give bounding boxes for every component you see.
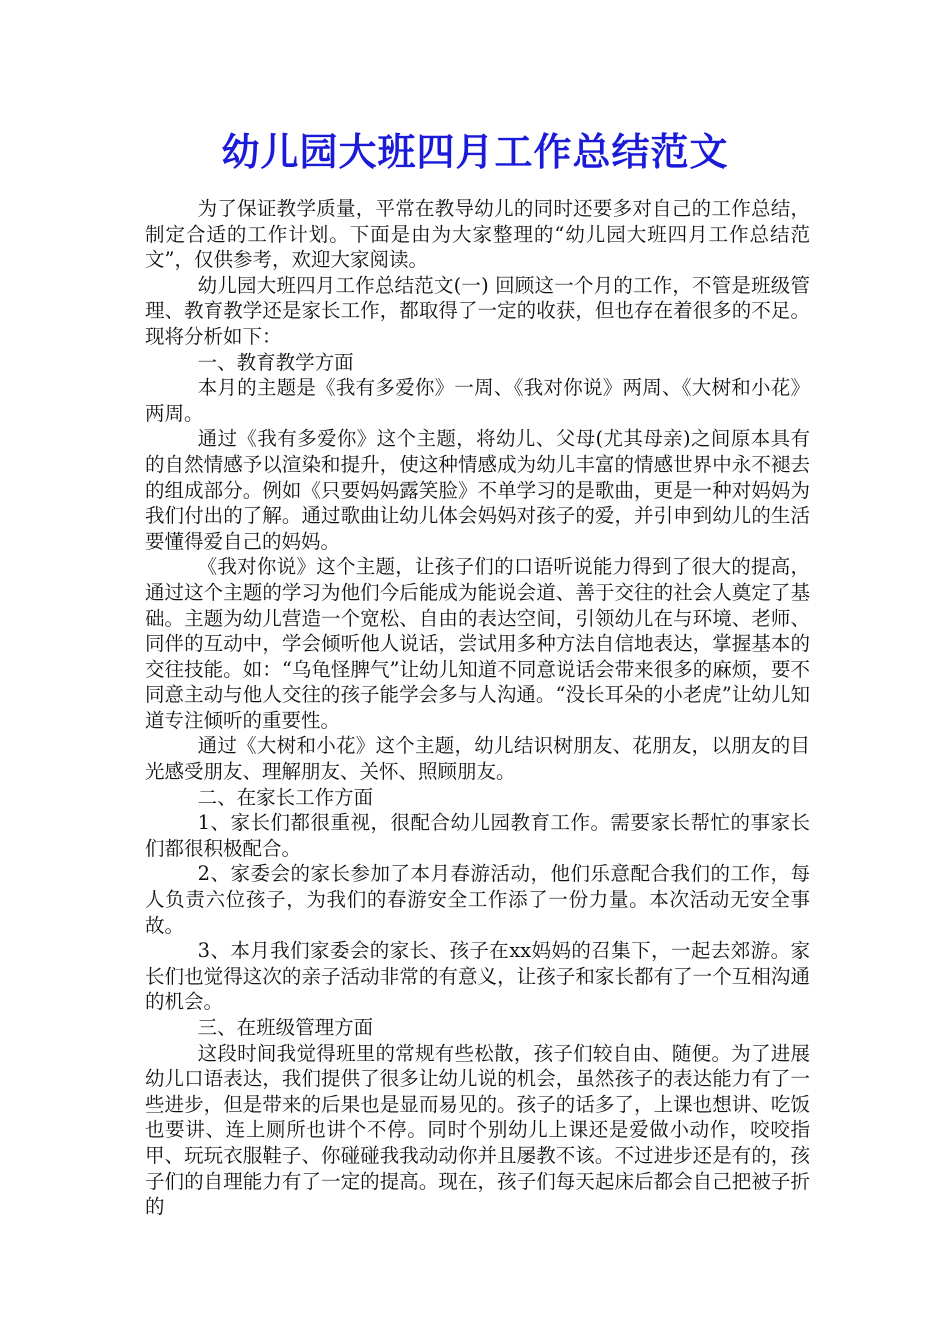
document-title: 幼儿园大班四月工作总结范文 xyxy=(221,129,729,174)
paragraph-parents-1: 1、家长们都很重视，很配合幼儿园教育工作。需要家长帮忙的事家长们都很积极配合。 xyxy=(145,811,810,860)
paragraph-theme-tree: 通过《大树和小花》这个主题，幼儿结识树朋友、花朋友，以朋友的目光感受朋友、理解朋友、关怀、照顾朋友。 xyxy=(145,734,810,784)
paragraph-overview: 幼儿园大班四月工作总结范文(一) 回顾这一个月的工作，不管是班级管理、教育教学还是家长工作，都取得了一定的收获，但也存在着很多的不足。现将分析如下： xyxy=(145,273,810,348)
paragraph-parents-3: 3、本月我们家委会的家长、孩子在xx妈妈的召集下，一起去郊游。家长们也觉得这次的亲子活动非常的有意义，让孩子和家长都有了一个互相沟通的机会。 xyxy=(145,939,810,1014)
section-heading-teaching: 一、教育教学方面 xyxy=(197,350,354,374)
document-body xyxy=(145,196,810,1220)
paragraph-intro: 为了保证教学质量，平常在教导幼儿的同时还要多对自己的工作总结，制定合适的工作计划。下面是由为大家整理的“幼儿园大班四月工作总结范文”，仅供参考，欢迎大家阅读。 xyxy=(145,197,810,272)
paragraph-class-management: 这段时间我觉得班里的常规有些松散，孩子们较自由、随便。为了进展幼儿口语表达，我们提供了很多让幼儿说的机会，虽然孩子的表达能力有了一些进步，但是带来的后果也是显而易见的。孩子的话多了，上课也想讲、吃饭也要讲、连上厕所也讲个不停。同时个别幼儿上课还是爱做小动作，咬咬指甲、玩玩衣服鞋子、你碰碰我我动动你并且屡教不该。不过进步还是有的，孩子们的自理能力有了一定的提高。现在，孩子们每天起床后都会自己把被子折的 xyxy=(145,1041,810,1219)
paragraph-themes: 本月的主题是《我有多爱你》一周、《我对你说》两周、《大树和小花》两周。 xyxy=(145,376,810,425)
paragraph-parents-2: 2、家委会的家长参加了本月春游活动，他们乐意配合我们的工作，每人负责六位孩子，为我们的春游安全工作添了一份力量。本次活动无安全事故。 xyxy=(145,862,810,937)
paragraph-theme-talk: 《我对你说》这个主题，让孩子们的口语听说能力得到了很大的提高，通过这个主题的学习为他们今后能成为能说会道、善于交往的社会人奠定了基础。主题为幼儿营造一个宽松、自由的表达空间，引领幼儿在与环境、老师、同伴的互动中，学会倾听他人说话，尝试用多种方法自信地表达，掌握基本的交往技能。如：“乌龟怪脾气”让幼儿知道不同意说话会带来很多的麻烦，要不同意主动与他人交往的孩子能学会多与人沟通。“没长耳朵的小老虎”让幼儿知道专注倾听的重要性。 xyxy=(145,555,810,732)
section-heading-parents: 二、在家长工作方面 xyxy=(197,785,374,809)
section-heading-class-management: 三、在班级管理方面 xyxy=(197,1016,374,1039)
paragraph-theme-love: 通过《我有多爱你》这个主题，将幼儿、父母(尤其母亲)之间原本具有的自然情感予以渲染和提升，使这种情感成为幼儿丰富的情感世界中永不褪去的组成部分。例如《只要妈妈露笑脸》不单学习的是歌曲，更是一种对妈妈为我们付出的了解。通过歌曲让幼儿体会妈妈对孩子的爱，并引申到幼儿的生活要懂得爱自己的妈妈。 xyxy=(145,427,810,553)
